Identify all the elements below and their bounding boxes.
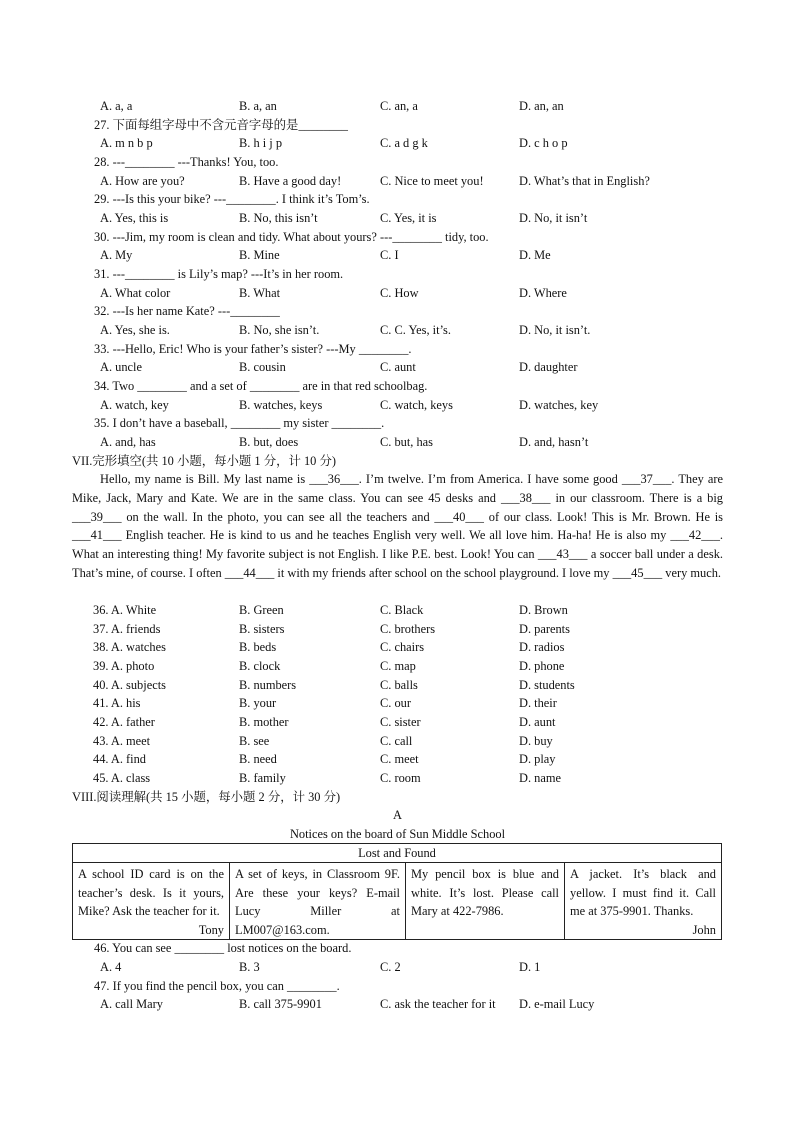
q34-option-d: D. watches, key <box>519 398 599 412</box>
q46-stem: 46. You can see ________ lost notices on the board. <box>94 941 352 955</box>
cloze-option-d: D. phone <box>519 659 565 673</box>
q27-stem: 27. 下面每组字母中不含元音字母的是________ <box>94 118 349 132</box>
q33-option-d: D. daughter <box>519 360 578 374</box>
q31-option-b: B. What <box>239 286 281 300</box>
cloze-option-a: 40. A. subjects <box>93 678 166 692</box>
notice-text: A set of keys, in Classroom 9F. Are these your keys? E-mail Lucy Miller at LM007@163.com. <box>235 867 400 937</box>
q46-option-a: A. 4 <box>100 960 122 974</box>
cloze-passage <box>72 470 723 583</box>
q35-stem: 35. I don’t have a baseball, ________ my sister ________. <box>94 416 385 430</box>
q35-option-c: C. but, has <box>380 435 434 449</box>
q28-option-b: B. Have a good day! <box>239 174 342 188</box>
q29-option-b: B. No, this isn’t <box>239 211 318 225</box>
cloze-option-d: D. play <box>519 752 556 766</box>
q33-options <box>100 360 740 375</box>
q27-option-c: C. a d g k <box>380 136 428 150</box>
notice-board-title: Notices on the board of Sun Middle School <box>289 827 506 841</box>
cloze-option-b: B. clock <box>239 659 281 673</box>
q32-option-b: B. No, she isn’t. <box>239 323 320 337</box>
q30-option-b: B. Mine <box>239 248 280 262</box>
q31-stem: 31. ---________ is Lily’s map? ---It’s in her room. <box>94 267 344 281</box>
passage-label: A <box>393 808 402 822</box>
cloze-option-c: C. our <box>380 696 411 710</box>
q34-option-a: A. watch, key <box>100 398 169 412</box>
q31-option-a: A. What color <box>100 286 171 300</box>
q31-option-d: D. Where <box>519 286 567 300</box>
q33-option-a: A. uncle <box>100 360 142 374</box>
q46-option-c: C. 2 <box>380 960 401 974</box>
q33-stem: 33. ---Hello, Eric! Who is your father’s sister? ---My ________. <box>94 342 412 356</box>
q31-option-c: C. How <box>380 286 419 300</box>
q27-options <box>100 136 740 151</box>
cloze-option-c: C. chairs <box>380 640 425 654</box>
q26-options <box>100 99 740 114</box>
q32-option-c: C. C. Yes, it’s. <box>380 323 451 337</box>
cloze-option-b: B. need <box>239 752 277 766</box>
cloze-option-c: C. map <box>380 659 416 673</box>
section-7-heading: VII.完形填空(共 10 小题，每小题 1 分，计 10 分) <box>72 454 336 468</box>
lost-and-found-header: Lost and Found <box>73 844 722 863</box>
cloze-option-b: B. see <box>239 734 270 748</box>
q32-option-a: A. Yes, she is. <box>100 323 170 337</box>
cloze-option-a: 41. A. his <box>93 696 141 710</box>
cloze-option-b: B. Green <box>239 603 284 617</box>
q47-option-a: A. call Mary <box>100 997 163 1011</box>
q31-options <box>100 286 740 301</box>
cloze-option-b: B. numbers <box>239 678 297 692</box>
q30-option-a: A. My <box>100 248 133 262</box>
cloze-option-c: C. meet <box>380 752 419 766</box>
q26-option-a: A. a, a <box>100 99 133 113</box>
cloze-option-c: C. sister <box>380 715 421 729</box>
cloze-option-b: B. sisters <box>239 622 285 636</box>
q30-options <box>100 248 740 263</box>
notice-jacket <box>565 863 722 940</box>
q32-options <box>100 323 740 338</box>
q30-stem: 30. ---Jim, my room is clean and tidy. What about yours? ---________ tidy, too. <box>94 230 489 244</box>
q26-option-c: C. an, a <box>380 99 418 113</box>
cloze-option-b: B. family <box>239 771 286 785</box>
notices-row <box>73 863 722 940</box>
cloze-option-row <box>93 678 733 693</box>
cloze-option-c: C. brothers <box>380 622 436 636</box>
q29-option-a: A. Yes, this is <box>100 211 169 225</box>
q29-options <box>100 211 740 226</box>
cloze-option-a: 44. A. find <box>93 752 147 766</box>
q28-option-d: D. What’s that in English? <box>519 174 650 188</box>
cloze-option-row <box>93 622 733 637</box>
q35-options <box>100 435 740 450</box>
q35-option-a: A. and, has <box>100 435 156 449</box>
q27-option-a: A. m n b p <box>100 136 153 150</box>
q28-option-a: A. How are you? <box>100 174 185 188</box>
cloze-option-b: B. beds <box>239 640 277 654</box>
q26-option-b: B. a, an <box>239 99 277 113</box>
section-8-heading: VIII.阅读理解(共 15 小题，每小题 2 分，计 30 分) <box>72 790 341 804</box>
q32-option-d: D. No, it isn’t. <box>519 323 591 337</box>
q28-stem: 28. ---________ ---Thanks! You, too. <box>94 155 279 169</box>
notice-text: A jacket. It’s black and yellow. I must find it. Call me at 375-9901. Thanks. <box>570 867 716 918</box>
cloze-option-row <box>93 752 733 767</box>
q26-option-d: D. an, an <box>519 99 564 113</box>
cloze-option-b: B. your <box>239 696 277 710</box>
cloze-option-d: D. parents <box>519 622 570 636</box>
q32-stem: 32. ---Is her name Kate? ---________ <box>94 304 280 318</box>
cloze-option-d: D. Brown <box>519 603 568 617</box>
cloze-option-row <box>93 696 733 711</box>
q33-option-c: C. aunt <box>380 360 416 374</box>
cloze-option-c: C. Black <box>380 603 424 617</box>
lost-and-found-table <box>72 843 722 940</box>
q30-option-d: D. Me <box>519 248 551 262</box>
cloze-option-row <box>93 715 733 730</box>
cloze-option-row <box>93 659 733 674</box>
cloze-option-d: D. aunt <box>519 715 556 729</box>
cloze-option-a: 42. A. father <box>93 715 155 729</box>
cloze-option-d: D. buy <box>519 734 553 748</box>
cloze-option-a: 45. A. class <box>93 771 151 785</box>
notice-signature: Tony <box>198 922 224 937</box>
cloze-option-row <box>93 640 733 655</box>
q34-options <box>100 398 740 413</box>
cloze-option-a: 36. A. White <box>93 603 157 617</box>
cloze-option-row <box>93 771 733 786</box>
q47-option-b: B. call 375-9901 <box>239 997 322 1011</box>
cloze-option-a: 38. A. watches <box>93 640 166 654</box>
q30-option-c: C. I <box>380 248 399 262</box>
q29-stem: 29. ---Is this your bike? ---________. I think it’s Tom’s. <box>94 192 370 206</box>
cloze-option-row <box>93 734 733 749</box>
notice-keys <box>230 863 406 940</box>
cloze-option-b: B. mother <box>239 715 289 729</box>
q34-option-c: C. watch, keys <box>380 398 453 412</box>
q47-option-c: C. ask the teacher for it <box>380 997 496 1011</box>
q47-options <box>100 997 740 1012</box>
cloze-passage-text: Hello, my name is Bill. My last name is ___36___. I’m twelve. I’m from America. I have some good ___37___. They are Mike, Jack, Mary and Kate. We are in the same class. You can see 45 desks and ___38___ in our classroom. There is a big ___39___ on the wall. In the photo, you can see all the teachers and ___40___ of our class. Look! This is Mr. Brown. He is ___41___ English teacher. He is kind to us and he teaches English very well. We all love him. Ha-ha! He is also my ___42___. What an interesting thing! My favorite subject is not English. I like P.E. best. Look! You can ___43___ a soccer ball under a desk. That’s mine, of course. I often ___44___ it with my friends after school on the school playground. I love my ___45___ very much. <box>72 472 723 580</box>
notice-text: A school ID card is on the teacher’s desk. Is it yours, Mike? Ask the teacher for it. <box>78 867 224 918</box>
notice-text: My pencil box is blue and white. It’s lost. Please call Mary at 422-7986. <box>411 867 559 918</box>
q28-option-c: C. Nice to meet you! <box>380 174 484 188</box>
q47-option-d: D. e-mail Lucy <box>519 997 595 1011</box>
q27-option-b: B. h i j p <box>239 136 283 150</box>
cloze-option-a: 43. A. meet <box>93 734 151 748</box>
q46-option-b: B. 3 <box>239 960 260 974</box>
q34-option-b: B. watches, keys <box>239 398 323 412</box>
cloze-option-d: D. their <box>519 696 557 710</box>
q33-option-b: B. cousin <box>239 360 286 374</box>
q35-option-b: B. but, does <box>239 435 299 449</box>
notice-pencil-box <box>406 863 565 940</box>
q28-options <box>100 174 740 189</box>
q46-options <box>100 960 740 975</box>
q29-option-d: D. No, it isn’t <box>519 211 588 225</box>
cloze-option-c: C. call <box>380 734 413 748</box>
cloze-option-d: D. students <box>519 678 575 692</box>
cloze-option-d: D. name <box>519 771 561 785</box>
cloze-option-c: C. balls <box>380 678 418 692</box>
q46-option-d: D. 1 <box>519 960 541 974</box>
q35-option-d: D. and, hasn’t <box>519 435 589 449</box>
cloze-option-row <box>93 603 733 618</box>
cloze-option-a: 39. A. photo <box>93 659 155 673</box>
q27-option-d: D. c h o p <box>519 136 568 150</box>
notice-id-card <box>73 863 230 940</box>
notice-signature: John <box>692 922 716 937</box>
cloze-option-d: D. radios <box>519 640 565 654</box>
q29-option-c: C. Yes, it is <box>380 211 437 225</box>
cloze-option-c: C. room <box>380 771 421 785</box>
q34-stem: 34. Two ________ and a set of ________ are in that red schoolbag. <box>94 379 428 393</box>
q47-stem: 47. If you find the pencil box, you can ________. <box>94 979 340 993</box>
cloze-option-a: 37. A. friends <box>93 622 161 636</box>
